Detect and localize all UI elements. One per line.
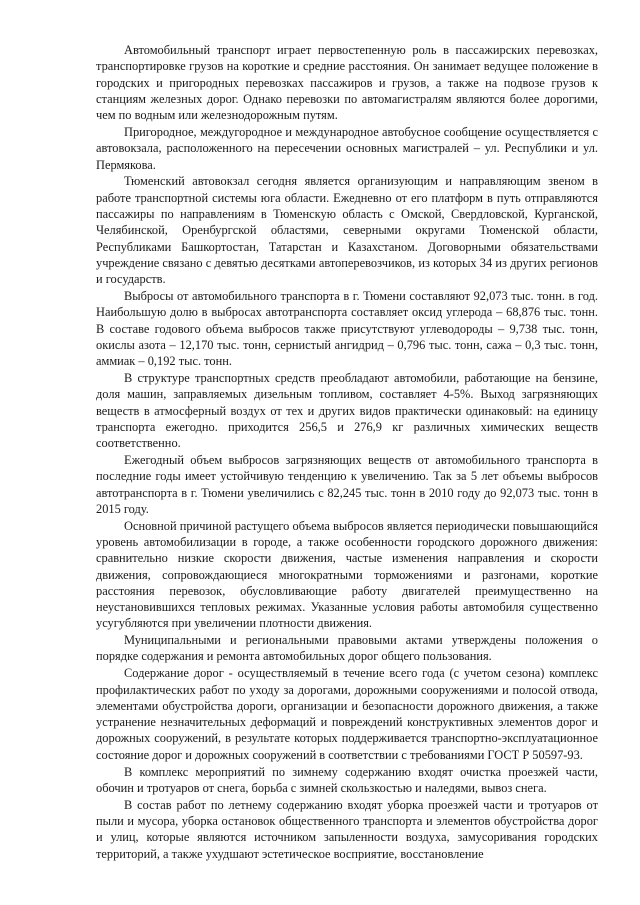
paragraph-3: Тюменский автовокзал сегодня является организующим и направляющим звеном в работе транспортной системы юга области. Ежедневно от его платформ в путь отправляются пассажиры по направлениям в Тюменскую область с Омской, Свердловской, Курганской, Челябинской, Оренбургской областями, северными округами Тюменской области, Республиками Башкортостан, Татарстан и Казахстаном. Договорными обязательствами учреждение связано с девятью десятками автоперевозчиков, из которых 34 из других регионов и государств. <box>96 174 598 287</box>
document-body <box>96 42 598 862</box>
paragraph-1: Автомобильный транспорт играет первостепенную роль в пассажирских перевозках, транспортировке грузов на короткие и средние расстояния. Он занимает ведущее положение в городских и пригородных перевозках пассажиров и грузов, а также на подвозе грузов к станциям железных дорог. Однако перевозки по автомагистралям являются более дорогими, чем по водным или железнодорожным путям. <box>96 43 598 123</box>
paragraph-8: Муниципальными и региональными правовыми актами утверждены положения о порядке содержания и ремонта автомобильных дорог общего пользования. <box>96 633 598 664</box>
paragraph-4: Выбросы от автомобильного транспорта в г. Тюмени составляют 92,073 тыс. тонн. в год. Наибольшую долю в выбросах автотранспорта составляет оксид углерода – 68,876 тыс. тонн. В составе годового объема выбросов также присутствуют углеводороды – 9,738 тыс. тонн, окислы азота – 12,170 тыс. тонн, сернистый ангидрид – 0,796 тыс. тонн, сажа – 0,3 тыс. тонн, аммиак – 0,192 тыс. тонн. <box>96 288 598 369</box>
paragraph-2: Пригородное, междугородное и международное автобусное сообщение осуществляется с автовокзала, расположенного на пересечении основных магистралей – ул. Республики и ул. Пермякова. <box>96 124 598 172</box>
paragraph-10: В комплекс мероприятий по зимнему содержанию входят очистка проезжей части, обочин и тротуаров от снега, борьба с зимней скользкостью и наледями, вывоз снега. <box>96 764 598 795</box>
paragraph-5: В структуре транспортных средств преобладают автомобили, работающие на бензине, доля машин, заправляемых дизельным топливом, составляет 4-5%. Выход загрязняющих веществ в атмосферный воздух от тех и других видов практически одинаковый: на единицу транспорта ежегодно. приходится 256,5 и 276,9 кг различных химических веществ соответственно. <box>96 370 598 451</box>
paragraph-9: Содержание дорог - осуществляемый в течение всего года (с учетом сезона) комплекс профилактических работ по уходу за дорогами, дорожными сооружениями и полосой отвода, элементами обустройства дороги, организации и безопасности дорожного движения, а также устранение незначительных деформаций и повреждений конструктивных элементов дорог и дорожных сооружений, в результате которых поддерживается транспортно-эксплуатационное состояние дорог и дорожных сооружений в соответствии с требованиями ГОСТ Р 50597-93. <box>96 666 598 762</box>
paragraph-7: Основной причиной растущего объема выбросов является периодически повышающийся уровень автомобилизации в городе, а также особенности городского дорожного движения: сравнительно низкие скорости движения, частые изменения направления и скорости движения, сопровождающиеся многократными торможениями и разгонами, короткие расстояния перевозок, обусловливающие работу двигателей преимущественно на неустановившихся тепловых режимах. Указанные условия работы автомобиля существенно усугубляются при увеличении плотности движения. <box>96 518 598 631</box>
paragraph-11: В состав работ по летнему содержанию входят уборка проезжей части и тротуаров от пыли и мусора, уборка остановок общественного транспорта и элементов обустройства дорог и улиц, которые являются источником запыленности воздуха, замусоривания городских территорий, а также ухудшают эстетическое восприятие, восстановление <box>96 797 598 861</box>
paragraph-6: Ежегодный объем выбросов загрязняющих веществ от автомобильного транспорта в последние годы имеет устойчивую тенденцию к увеличению. Так за 5 лет объемы выбросов автотранспорта в г. Тюмени увеличились с 82,245 тыс. тонн в 2010 году до 92,073 тыс. тонн в 2015 году. <box>96 452 598 516</box>
